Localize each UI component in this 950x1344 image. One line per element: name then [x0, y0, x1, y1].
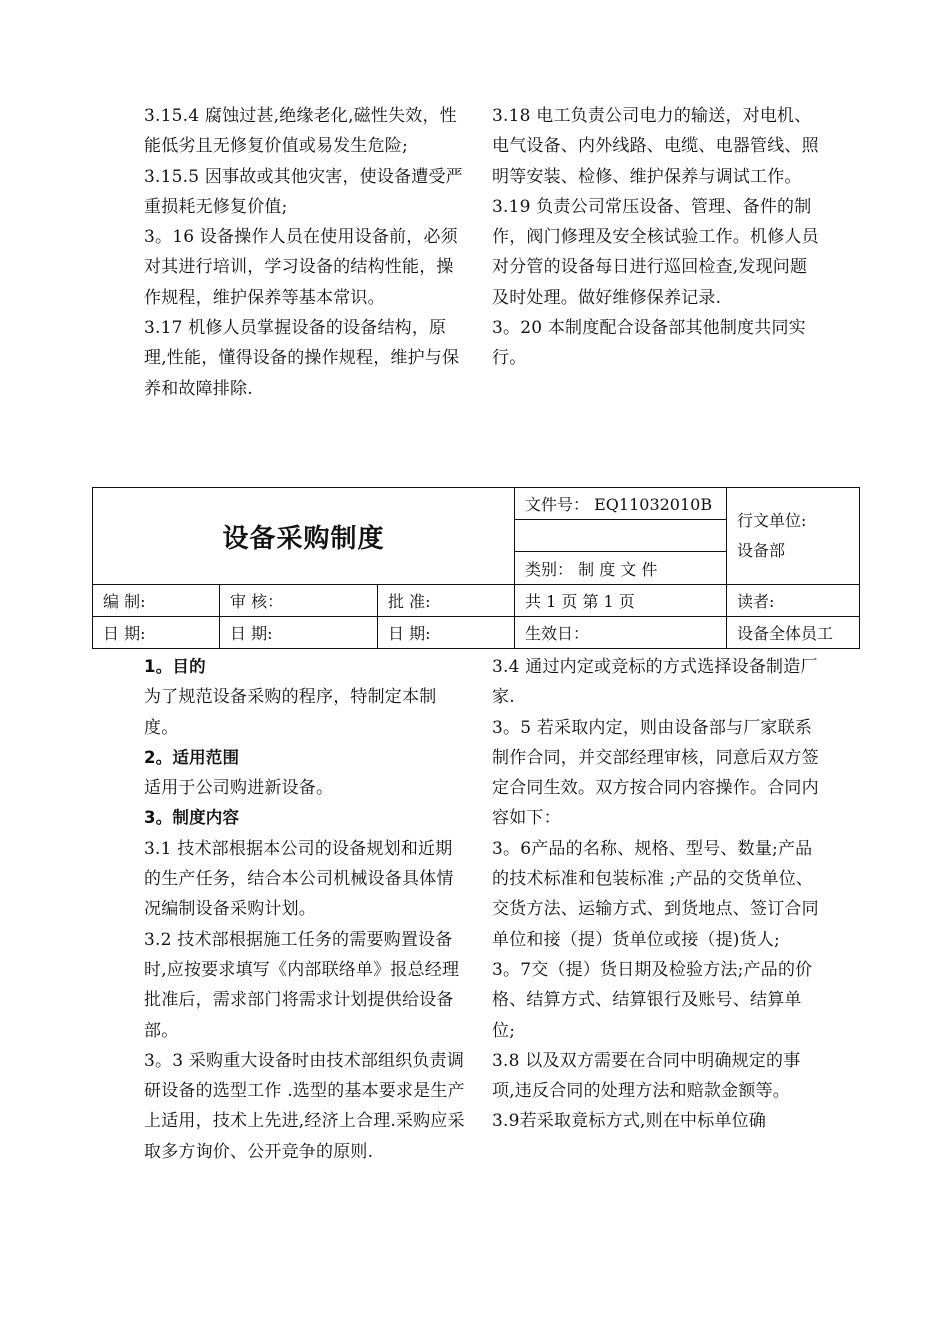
paragraph-3-19: 3.19 负责公司常压设备、管理、备件的制作，阀门修理及安全核试验工作。机修人员对分管的设备每日进行巡回检查,发现问题及时处理。做好维修保养记录.	[492, 196, 819, 308]
body-right-column	[492, 652, 822, 1137]
approved-by: 批 准:	[378, 585, 515, 617]
compiled-by: 编 制:	[93, 585, 220, 617]
reviewed-by: 审 核：	[220, 585, 378, 617]
section-heading-scope: 2。适用范围	[144, 747, 240, 767]
reader-value: 设备全体员工	[727, 617, 860, 649]
paragraph-3-6: 3。6产品的名称、规格、型号、数量;产品的技术标准和包装标准 ;产品的交货单位、交货方法、运输方式、到货地点、签订合同单位和接（提）货单位或接（提)货人;	[492, 838, 819, 950]
top-right-column	[492, 101, 822, 374]
paragraph-3-5: 3。5 若采取内定，则由设备部与厂家联系制作合同，并交部经理审核，同意后双方签定合同生效。双方按合同内容操作。合同内容如下：	[492, 717, 819, 829]
document-title: 设备采购制度	[93, 488, 515, 585]
paragraph-scope: 适用于公司购进新设备。	[144, 778, 334, 799]
paragraph-3-4: 3.4 通过内定或竞标的方式选择设备制造厂家.	[492, 657, 818, 708]
doc-number: 文件号： EQ11032010B	[515, 488, 727, 520]
issuing-unit	[727, 488, 860, 585]
paragraph-3-3: 3。3 采购重大设备时由技术部组织负责调研设备的选型工作 .选型的基本要求是生产上适用，技术上先进,经济上合理.采购应采取多方询价、公开竞争的原则.	[144, 1050, 465, 1162]
paragraph-3-7: 3。7交（提）货日期及检验方法;产品的价格、结算方式、结算银行及账号、结算单位;	[492, 959, 813, 1041]
page-count: 共 1 页 第 1 页	[515, 585, 727, 617]
issuing-unit-label: 行文单位:	[737, 511, 807, 530]
top-left-column	[144, 101, 469, 404]
paragraph-purpose: 为了规范设备采购的程序，特制定本制度。	[144, 687, 437, 738]
issuing-unit-value: 设备部	[737, 541, 786, 560]
paragraph-3-8: 3.8 以及双方需要在合同中明确规定的事项,违反合同的处理方法和赔款金额等。	[492, 1050, 801, 1102]
paragraph-3-15-4: 3.15.4 腐蚀过甚,绝缘老化,磁性失效，性能低劣且无修复价值或易发生危险;	[144, 106, 457, 157]
reader-label: 读者:	[727, 585, 860, 617]
paragraph-3-20: 3。20 本制度配合设备部其他制度共同实行。	[492, 318, 806, 369]
body-left-column	[144, 652, 469, 1167]
paragraph-3-2: 3.2 技术部根据施工任务的需要购置设备时,应按要求填写《内部联络单》报总经理批准后，需求部门将需求计划提供给设备部。	[144, 929, 460, 1041]
effective-date: 生效日：	[515, 617, 727, 649]
date-reviewed: 日 期:	[220, 617, 378, 649]
paragraph-3-18: 3.18 电工负责公司电力的输送，对电机、电气设备、内外线路、电缆、电器管线、照明等安装、检修、维护保养与调试工作。	[492, 106, 819, 187]
paragraph-3-15-5: 3.15.5 因事故或其他灾害，使设备遭受严重损耗无修复价值;	[144, 166, 463, 217]
paragraph-3-1: 3.1 技术部根据本公司的设备规划和近期的生产任务，结合本公司机械设备具体情况编制设备采购计划。	[144, 838, 454, 920]
date-compiled: 日 期:	[93, 617, 220, 649]
paragraph-3-9: 3.9若采取竟标方式,则在中标单位确	[492, 1111, 767, 1132]
paragraph-3-16: 3。16 设备操作人员在使用设备前，必须对其进行培训，学习设备的结构性能，操作规程，维护保养等基本常识。	[144, 227, 458, 308]
blank-cell	[515, 520, 727, 552]
date-approved: 日 期:	[378, 617, 515, 649]
doc-category: 类别： 制 度 文 件	[515, 552, 727, 585]
section-heading-purpose: 1。目的	[144, 657, 206, 676]
paragraph-3-17: 3.17 机修人员掌握设备的设备结构，原理,性能，懂得设备的操作规程，维护与保养和故障排除.	[144, 318, 460, 399]
section-heading-content: 3。制度内容	[144, 808, 240, 828]
document-header-table	[92, 487, 860, 649]
